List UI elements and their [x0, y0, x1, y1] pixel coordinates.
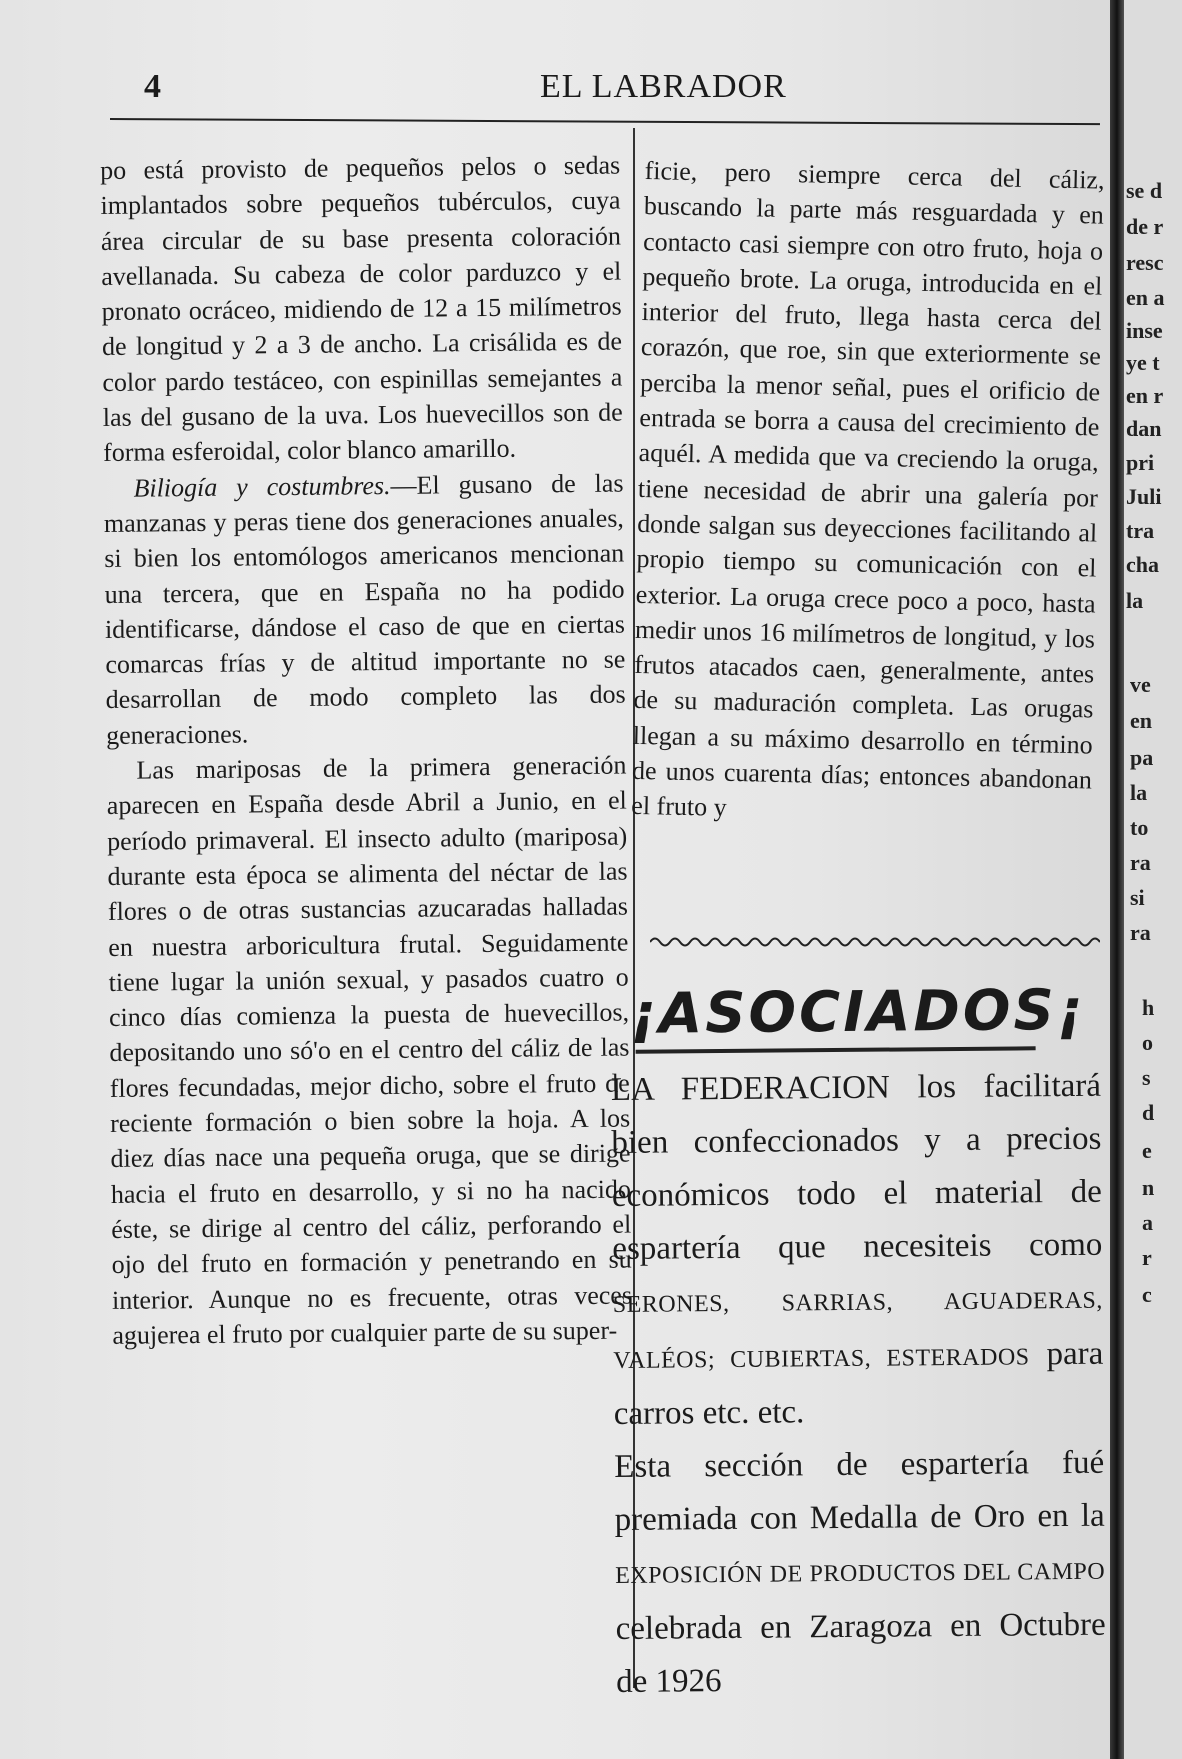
adjacent-page-fragment: se d	[1126, 178, 1163, 203]
adjacent-page-fragment: d	[1142, 1100, 1155, 1125]
adjacent-page-fragment: c	[1142, 1282, 1152, 1307]
adjacent-page-fragment: h	[1142, 995, 1155, 1020]
ad-text-2a: Esta sección de espartería fué premiada con Medalla de Oro en la	[614, 1444, 1105, 1538]
adjacent-page-fragment: s	[1142, 1065, 1151, 1090]
left-column	[100, 148, 633, 1353]
adjacent-page-fragment: dan	[1126, 416, 1162, 441]
adjacent-page-fragment: resc	[1126, 250, 1164, 275]
adjacent-page-fragment: la	[1130, 780, 1148, 805]
adjacent-page-fragment: n	[1142, 1175, 1155, 1200]
advertisement-box	[610, 976, 1106, 1709]
adjacent-page-fragment: to	[1130, 815, 1149, 840]
adjacent-page-fragment: si	[1130, 885, 1145, 910]
adjacent-page-fragment: e	[1142, 1138, 1152, 1163]
biologia-heading: Biliogía y costumbres.	[133, 470, 391, 503]
ad-paragraph-1	[611, 1060, 1104, 1441]
ad-exposition: EXPOSICIÓN DE PRODUCTOS DEL CAMPO	[615, 1558, 1106, 1589]
adjacent-page-fragment: pri	[1126, 450, 1155, 475]
adjacent-page-fragment: la	[1126, 588, 1144, 613]
adjacent-page-fragment: ra	[1130, 850, 1151, 875]
book-gutter	[1110, 0, 1124, 1759]
wavy-separator	[650, 935, 1100, 949]
ad-text-2b: celebrada en Zaragoza en Octubre de 1926	[615, 1606, 1106, 1700]
adjacent-page-fragment: ye t	[1126, 350, 1160, 375]
adjacent-page-fragment: inse	[1126, 318, 1163, 343]
ad-text-1a: LA FEDERACION los facilitará bien confeccionados y a precios económicos todo el material de espartería que necesiteis como	[610, 1067, 1103, 1267]
adjacent-page-fragment: pa	[1130, 745, 1154, 770]
adjacent-page-fragment: cha	[1126, 552, 1159, 577]
adjacent-page-fragment: ra	[1130, 920, 1151, 945]
adjacent-page-fragment: de r	[1126, 214, 1164, 239]
journal-title: EL LABRADOR	[540, 68, 787, 105]
ad-paragraph-2	[614, 1437, 1106, 1709]
ad-text-1b: para carros etc. etc.	[613, 1335, 1104, 1432]
adjacent-page-fragment: r	[1142, 1245, 1152, 1270]
paragraph-mariposas: Las mariposas de la primera generación aparecen en España desde Abril a Junio, en el período primaveral. El insecto adulto (mariposa) durante esta época se alimenta del néctar de las flores o de otras sustancias azucaradas halladas en nuestra arboricultura frutal. Seguidamente tiene lugar la unión sexual, y pasados cuatro o cinco días comienza la puesta de huevecillos, depositando uno só'o en el centro del cáliz de las flores fecundadas, mejor dicho, sobre el fruto de reciente formación o bien sobre la hoja. A los diez días nace una pequeña oruga, que se dirige hacia el fruto en desarrollo, y si no ha nacido éste, se dirige al centro del cáliz, perforando el ojo del fruto en formación y penetrando en su interior. Aunque no es frecuente, otras veces agujerea el fruto por cualquier parte de su super-	[106, 750, 633, 1350]
adjacent-page-fragment: en r	[1126, 383, 1164, 408]
page-header	[110, 62, 1100, 122]
paragraph-description: po está provisto de pequeños pelos o sedas implantados sobre pequeños tubérculos, cuya área circular de su base presenta coloración avellanada. Su cabeza de color parduzco y el pronato ocráceo, midiendo de 12 a 15 milímetros de longitud y 2 a 3 de ancho. La crisálida es de color pardo testáceo, con espinillas semejantes a las del gusano de la uva. Los huevecillos son de forma esferoidal, color blanco amarillo.	[100, 150, 623, 468]
page-number: 4	[144, 68, 161, 105]
adjacent-page-fragment: Juli	[1126, 484, 1162, 509]
adjacent-page-fragment: en	[1130, 708, 1152, 733]
adjacent-page-fragment: en a	[1126, 285, 1165, 310]
adjacent-page-fragment: o	[1142, 1030, 1153, 1055]
ad-title: ¡ASOCIADOS¡	[630, 977, 1086, 1047]
paragraph-oruga: ficie, pero siempre cerca del cáliz, buscando la parte más resguardada y en contacto casi siempre con otro fruto, hoja o pequeño brote. La oruga, introducida en el interior del fruto, llega hasta cerca del corazón, que roe, sin que exteriormente se perciba la menor señal, pues el orificio de entrada se borra a causa del crecimiento de aquél. A medida que va creciendo la oruga, tiene necesidad de abrir una galería por donde salgan sus deyecciones facilitando al propio tiempo su comunicación con el exterior. La oruga crece poco a poco, hasta medir unos 16 milímetros de longitud, y los frutos atacados caen, generalmente, antes de su maduración completa. Las orugas llegan a su máximo desarrollo en término de unos cuarenta días; entonces abandonan el fruto y	[631, 155, 1105, 823]
adjacent-page-fragment: a	[1142, 1210, 1153, 1235]
adjacent-page-fragment: tra	[1126, 518, 1155, 543]
right-column	[631, 153, 1105, 833]
paragraph-biologia	[103, 465, 626, 753]
adjacent-page-fragment: ve	[1130, 672, 1151, 697]
adjacent-page-edge	[1124, 0, 1182, 1759]
biologia-text: —El gusano de las manzanas y peras tiene dos generaciones anuales, si bien los entomólogos americanos mencionan una tercera, que en España no ha podido identificarse, dándose el caso de que en ciertas comarcas frías y de altitud importante no se desarrollan de modo completo las dos generaciones.	[103, 468, 626, 750]
ad-products: SERONES, SARRIAS, AGUADERAS, VALÉOS; CUBIERTAS, ESTERADOS	[612, 1287, 1103, 1374]
